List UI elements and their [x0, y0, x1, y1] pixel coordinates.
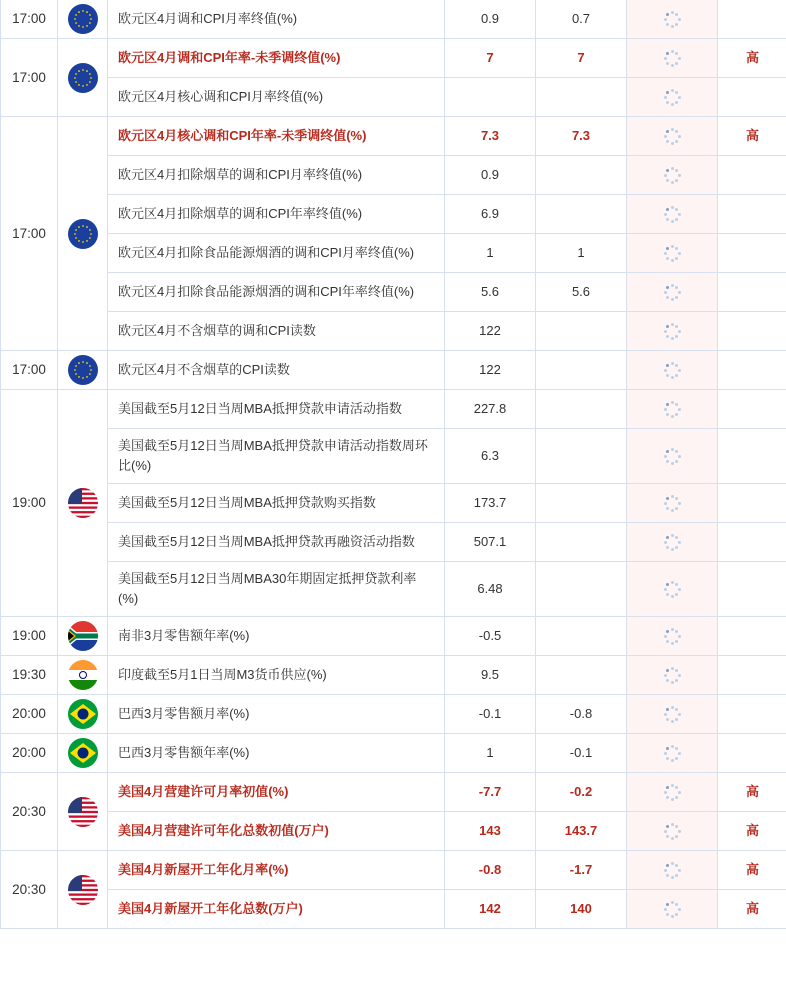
- event-time: 20:00: [1, 695, 58, 734]
- event-name[interactable]: 欧元区4月扣除食品能源烟酒的调和CPI年率终值(%): [108, 273, 445, 312]
- previous-value: 7.3: [445, 117, 536, 156]
- loading-spinner-icon: [663, 128, 681, 146]
- loading-spinner-icon: [663, 448, 681, 466]
- event-name[interactable]: 巴西3月零售额月率(%): [108, 695, 445, 734]
- importance-label: [718, 312, 786, 351]
- importance-label: [718, 195, 786, 234]
- previous-value: -0.1: [445, 695, 536, 734]
- previous-value: 6.9: [445, 195, 536, 234]
- previous-value: 142: [445, 890, 536, 929]
- event-name[interactable]: 美国4月营建许可月率初值(%): [108, 773, 445, 812]
- importance-label: [718, 78, 786, 117]
- actual-value: [627, 851, 718, 890]
- previous-value: 5.6: [445, 273, 536, 312]
- loading-spinner-icon: [663, 862, 681, 880]
- actual-value: [627, 39, 718, 78]
- loading-spinner-icon: [663, 628, 681, 646]
- actual-value: [627, 812, 718, 851]
- previous-value: -7.7: [445, 773, 536, 812]
- actual-value: [627, 195, 718, 234]
- event-row[interactable]: [1, 523, 786, 562]
- previous-value: 1: [445, 734, 536, 773]
- previous-value: 507.1: [445, 523, 536, 562]
- event-name[interactable]: 美国截至5月12日当周MBA抵押贷款再融资活动指数: [108, 523, 445, 562]
- forecast-value: [536, 484, 627, 523]
- previous-value: 122: [445, 351, 536, 390]
- actual-value: [627, 429, 718, 484]
- forecast-value: [536, 617, 627, 656]
- actual-value: [627, 734, 718, 773]
- loading-spinner-icon: [663, 495, 681, 513]
- event-name[interactable]: 印度截至5月1日当周M3货币供应(%): [108, 656, 445, 695]
- actual-value: [627, 312, 718, 351]
- importance-label: [718, 429, 786, 484]
- event-row[interactable]: [1, 656, 786, 695]
- forecast-value: 7.3: [536, 117, 627, 156]
- event-row[interactable]: [1, 812, 786, 851]
- previous-value: 9.5: [445, 656, 536, 695]
- za-flag-icon: [68, 621, 98, 651]
- event-row[interactable]: [1, 890, 786, 929]
- event-row[interactable]: [1, 484, 786, 523]
- loading-spinner-icon: [663, 784, 681, 802]
- actual-value: [627, 484, 718, 523]
- forecast-value: [536, 78, 627, 117]
- forecast-value: 143.7: [536, 812, 627, 851]
- loading-spinner-icon: [663, 534, 681, 552]
- event-name[interactable]: 欧元区4月扣除烟草的调和CPI年率终值(%): [108, 195, 445, 234]
- event-name[interactable]: 美国4月营建许可年化总数初值(万户): [108, 812, 445, 851]
- loading-spinner-icon: [663, 581, 681, 599]
- loading-spinner-icon: [663, 362, 681, 380]
- event-time: 20:30: [1, 851, 58, 929]
- event-name[interactable]: 美国截至5月12日当周MBA30年期固定抵押贷款利率(%): [108, 562, 445, 617]
- loading-spinner-icon: [663, 89, 681, 107]
- forecast-value: [536, 156, 627, 195]
- importance-label: 高: [718, 117, 786, 156]
- forecast-value: [536, 523, 627, 562]
- loading-spinner-icon: [663, 706, 681, 724]
- actual-value: [627, 695, 718, 734]
- event-row[interactable]: [1, 195, 786, 234]
- event-name[interactable]: 欧元区4月扣除食品能源烟酒的调和CPI月率终值(%): [108, 234, 445, 273]
- forecast-value: 140: [536, 890, 627, 929]
- previous-value: 173.7: [445, 484, 536, 523]
- importance-label: [718, 234, 786, 273]
- event-row[interactable]: [1, 351, 786, 390]
- importance-label: [718, 695, 786, 734]
- importance-label: 高: [718, 773, 786, 812]
- forecast-value: 0.7: [536, 0, 627, 39]
- event-row[interactable]: [1, 78, 786, 117]
- actual-value: [627, 0, 718, 39]
- br-flag-icon: [68, 738, 98, 768]
- us-flag-icon: [68, 488, 98, 518]
- forecast-value: [536, 351, 627, 390]
- actual-value: [627, 273, 718, 312]
- previous-value: 143: [445, 812, 536, 851]
- event-row[interactable]: [1, 234, 786, 273]
- event-name[interactable]: 美国截至5月12日当周MBA抵押贷款申请活动指数: [108, 390, 445, 429]
- event-row[interactable]: [1, 617, 786, 656]
- actual-value: [627, 890, 718, 929]
- previous-value: -0.8: [445, 851, 536, 890]
- event-row[interactable]: [1, 156, 786, 195]
- us-flag-icon: [68, 875, 98, 905]
- event-name[interactable]: 欧元区4月核心调和CPI年率-未季调终值(%): [108, 117, 445, 156]
- importance-label: [718, 562, 786, 617]
- loading-spinner-icon: [663, 206, 681, 224]
- importance-label: 高: [718, 851, 786, 890]
- previous-value: 122: [445, 312, 536, 351]
- actual-value: [627, 156, 718, 195]
- in-flag-icon: [68, 660, 98, 690]
- loading-spinner-icon: [663, 901, 681, 919]
- event-name[interactable]: 巴西3月零售额年率(%): [108, 734, 445, 773]
- previous-value: 6.3: [445, 429, 536, 484]
- actual-value: [627, 656, 718, 695]
- event-time: 17:00: [1, 117, 58, 351]
- loading-spinner-icon: [663, 245, 681, 263]
- loading-spinner-icon: [663, 167, 681, 185]
- previous-value: 227.8: [445, 390, 536, 429]
- importance-label: [718, 0, 786, 39]
- loading-spinner-icon: [663, 745, 681, 763]
- actual-value: [627, 617, 718, 656]
- importance-label: [718, 390, 786, 429]
- event-time: 19:30: [1, 656, 58, 695]
- event-row[interactable]: [1, 562, 786, 617]
- importance-label: [718, 734, 786, 773]
- event-row[interactable]: [1, 390, 786, 429]
- event-name[interactable]: 欧元区4月不含烟草的调和CPI读数: [108, 312, 445, 351]
- previous-value: -0.5: [445, 617, 536, 656]
- event-row[interactable]: [1, 773, 786, 812]
- forecast-value: [536, 390, 627, 429]
- importance-label: [718, 523, 786, 562]
- event-name[interactable]: 美国4月新屋开工年化总数(万户): [108, 890, 445, 929]
- event-row[interactable]: [1, 0, 786, 39]
- event-time: 19:00: [1, 617, 58, 656]
- event-time: 19:00: [1, 390, 58, 617]
- importance-label: [718, 156, 786, 195]
- forecast-value: 5.6: [536, 273, 627, 312]
- eu-flag-icon: [68, 4, 98, 34]
- importance-label: [718, 484, 786, 523]
- actual-value: [627, 117, 718, 156]
- event-time: 17:00: [1, 0, 58, 39]
- event-row[interactable]: [1, 734, 786, 773]
- importance-label: [718, 351, 786, 390]
- event-row[interactable]: [1, 851, 786, 890]
- importance-label: [718, 656, 786, 695]
- actual-value: [627, 562, 718, 617]
- previous-value: [445, 78, 536, 117]
- loading-spinner-icon: [663, 667, 681, 685]
- event-name[interactable]: 欧元区4月调和CPI年率-未季调终值(%): [108, 39, 445, 78]
- forecast-value: [536, 195, 627, 234]
- eu-flag-icon: [68, 219, 98, 249]
- loading-spinner-icon: [663, 323, 681, 341]
- actual-value: [627, 234, 718, 273]
- importance-label: [718, 273, 786, 312]
- loading-spinner-icon: [663, 401, 681, 419]
- event-row[interactable]: [1, 117, 786, 156]
- actual-value: [627, 390, 718, 429]
- forecast-value: 7: [536, 39, 627, 78]
- importance-label: [718, 617, 786, 656]
- eu-flag-icon: [68, 63, 98, 93]
- forecast-value: -0.1: [536, 734, 627, 773]
- actual-value: [627, 78, 718, 117]
- event-row[interactable]: [1, 312, 786, 351]
- event-row[interactable]: [1, 695, 786, 734]
- actual-value: [627, 523, 718, 562]
- event-time: 20:00: [1, 734, 58, 773]
- forecast-value: [536, 312, 627, 351]
- previous-value: 7: [445, 39, 536, 78]
- event-name[interactable]: 欧元区4月不含烟草的CPI读数: [108, 351, 445, 390]
- forecast-value: -0.8: [536, 695, 627, 734]
- forecast-value: [536, 656, 627, 695]
- forecast-value: -1.7: [536, 851, 627, 890]
- event-name[interactable]: 南非3月零售额年率(%): [108, 617, 445, 656]
- event-time: 17:00: [1, 39, 58, 117]
- event-row[interactable]: [1, 429, 786, 484]
- forecast-value: [536, 562, 627, 617]
- actual-value: [627, 351, 718, 390]
- actual-value: [627, 773, 718, 812]
- loading-spinner-icon: [663, 50, 681, 68]
- importance-label: 高: [718, 812, 786, 851]
- event-row[interactable]: [1, 273, 786, 312]
- event-time: 20:30: [1, 773, 58, 851]
- forecast-value: [536, 429, 627, 484]
- loading-spinner-icon: [663, 823, 681, 841]
- event-time: 17:00: [1, 351, 58, 390]
- event-name[interactable]: 美国截至5月12日当周MBA抵押贷款购买指数: [108, 484, 445, 523]
- us-flag-icon: [68, 797, 98, 827]
- br-flag-icon: [68, 699, 98, 729]
- loading-spinner-icon: [663, 284, 681, 302]
- event-name[interactable]: 欧元区4月调和CPI月率终值(%): [108, 0, 445, 39]
- importance-label: 高: [718, 890, 786, 929]
- event-name[interactable]: 美国4月新屋开工年化月率(%): [108, 851, 445, 890]
- previous-value: 0.9: [445, 156, 536, 195]
- loading-spinner-icon: [663, 11, 681, 29]
- event-row[interactable]: [1, 39, 786, 78]
- event-name[interactable]: 美国截至5月12日当周MBA抵押贷款申请活动指数周环比(%): [108, 429, 445, 484]
- event-name[interactable]: 欧元区4月核心调和CPI月率终值(%): [108, 78, 445, 117]
- event-name[interactable]: 欧元区4月扣除烟草的调和CPI月率终值(%): [108, 156, 445, 195]
- importance-label: 高: [718, 39, 786, 78]
- eu-flag-icon: [68, 355, 98, 385]
- previous-value: 0.9: [445, 0, 536, 39]
- forecast-value: -0.2: [536, 773, 627, 812]
- previous-value: 1: [445, 234, 536, 273]
- previous-value: 6.48: [445, 562, 536, 617]
- forecast-value: 1: [536, 234, 627, 273]
